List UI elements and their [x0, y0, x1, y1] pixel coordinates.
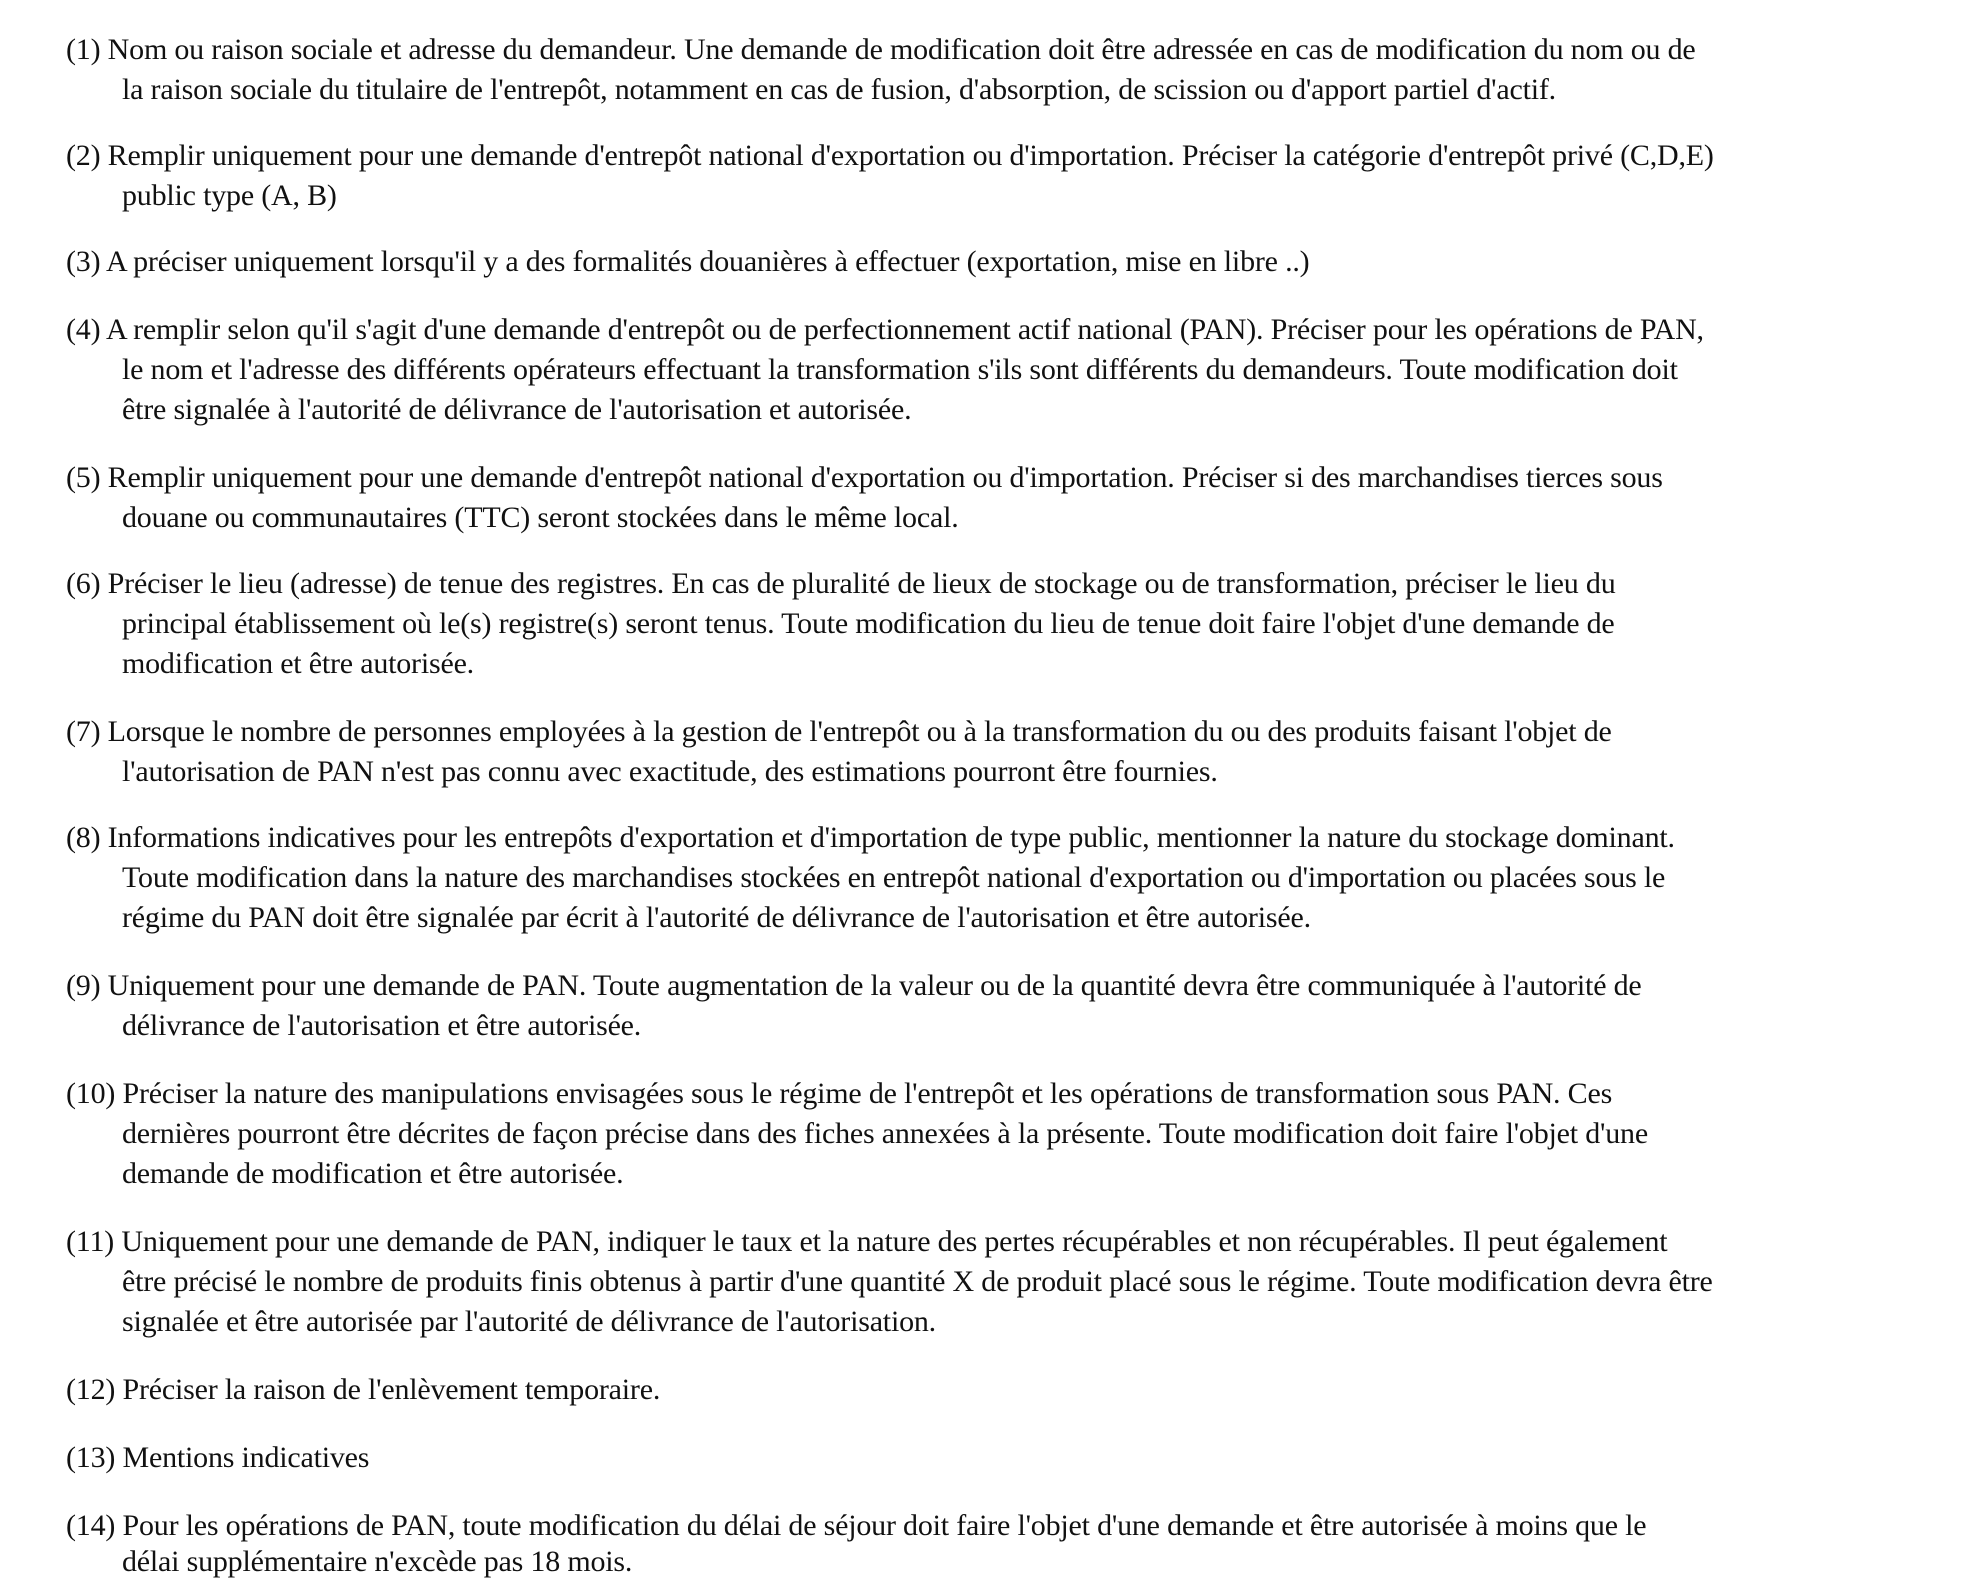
- note-line: être signalée à l'autorité de délivrance de l'autorisation et autorisée.: [122, 393, 912, 426]
- note-line: (6) Préciser le lieu (adresse) de tenue des registres. En cas de pluralité de lieux de stockage ou de transformation, préciser le lieu du: [66, 567, 1616, 600]
- note-line: Toute modification dans la nature des marchandises stockées en entrepôt national d'exportation ou d'importation ou placées sous le: [122, 861, 1666, 894]
- note-line: être précisé le nombre de produits finis obtenus à partir d'une quantité X de produit placé sous le régime. Toute modification devra être: [122, 1265, 1713, 1298]
- note-line: (9) Uniquement pour une demande de PAN. Toute augmentation de la valeur ou de la quantité devra être communiquée à l'autorité de: [66, 969, 1642, 1002]
- note-line: (8) Informations indicatives pour les entrepôts d'exportation et d'importation de type public, mentionner la nature du stockage dominant.: [66, 821, 1675, 854]
- note-line: le nom et l'adresse des différents opérateurs effectuant la transformation s'ils sont différents du demandeurs. Toute modification doit: [122, 353, 1678, 386]
- note-line: (7) Lorsque le nombre de personnes employées à la gestion de l'entrepôt ou à la transformation du ou des produits faisant l'objet de: [66, 715, 1612, 748]
- note-line: délivrance de l'autorisation et être autorisée.: [122, 1009, 642, 1042]
- note-line: (13) Mentions indicatives: [66, 1441, 370, 1474]
- note-line: (14) Pour les opérations de PAN, toute modification du délai de séjour doit faire l'objet d'une demande et être autorisée à moins que le: [66, 1509, 1647, 1542]
- note-line: délai supplémentaire n'excède pas 18 mois.: [122, 1545, 633, 1578]
- note-line: dernières pourront être décrites de façon précise dans des fiches annexées à la présente. Toute modification doit faire l'objet d'une: [122, 1117, 1648, 1150]
- note-line: modification et être autorisée.: [122, 647, 474, 680]
- note-line: (10) Préciser la nature des manipulations envisagées sous le régime de l'entrepôt et les opérations de transformation sous PAN. Ces: [66, 1077, 1613, 1110]
- note-line: (12) Préciser la raison de l'enlèvement temporaire.: [66, 1373, 661, 1406]
- note-line: l'autorisation de PAN n'est pas connu avec exactitude, des estimations pourront être fournies.: [122, 755, 1218, 788]
- note-line: (1) Nom ou raison sociale et adresse du demandeur. Une demande de modification doit être adressée en cas de modification du nom ou de: [66, 33, 1696, 66]
- note-line: (5) Remplir uniquement pour une demande d'entrepôt national d'exportation ou d'importation. Préciser si des marchandises tierces sous: [66, 461, 1663, 494]
- note-line: douane ou communautaires (TTC) seront stockées dans le même local.: [122, 501, 959, 534]
- note-line: public type (A, B): [122, 179, 337, 212]
- note-line: signalée et être autorisée par l'autorité de délivrance de l'autorisation.: [122, 1305, 936, 1338]
- note-line: principal établissement où le(s) registre(s) seront tenus. Toute modification du lieu de tenue doit faire l'objet d'une demande de: [122, 607, 1615, 640]
- note-line: (11) Uniquement pour une demande de PAN, indiquer le taux et la nature des pertes récupérables et non récupérables. Il peut également: [66, 1225, 1668, 1258]
- note-line: (4) A remplir selon qu'il s'agit d'une demande d'entrepôt ou de perfectionnement actif national (PAN). Préciser pour les opérations de PAN,: [66, 313, 1704, 346]
- note-line: (2) Remplir uniquement pour une demande d'entrepôt national d'exportation ou d'importation. Préciser la catégorie d'entrepôt privé (C,D,E): [66, 139, 1714, 172]
- note-line: régime du PAN doit être signalée par écrit à l'autorité de délivrance de l'autorisation et être autorisée.: [122, 901, 1311, 934]
- note-line: (3) A préciser uniquement lorsqu'il y a des formalités douanières à effectuer (exportation, mise en libre ..): [66, 245, 1310, 278]
- note-line: la raison sociale du titulaire de l'entrepôt, notamment en cas de fusion, d'absorption, de scission ou d'apport partiel d'actif.: [122, 73, 1556, 106]
- note-line: demande de modification et être autorisée.: [122, 1157, 624, 1190]
